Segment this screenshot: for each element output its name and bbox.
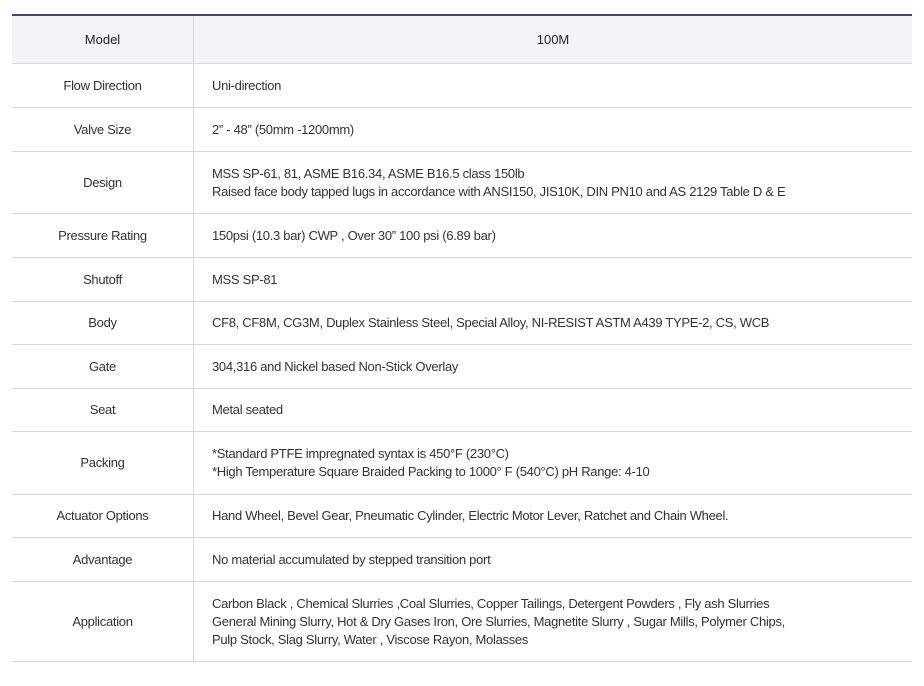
row-label: Body — [12, 302, 194, 345]
value-line: No material accumulated by stepped transition port — [212, 551, 491, 567]
value-line: CF8, CF8M, CG3M, Duplex Stainless Steel, Special Alloy, NI-RESIST ASTM A439 TYPE-2, CS, WCB — [212, 315, 770, 330]
row-label: Shutoff — [12, 258, 194, 302]
row-value — [194, 432, 913, 495]
row-actuator-options — [12, 495, 912, 538]
row-label: Actuator Options — [12, 495, 194, 538]
value-line: MSS SP-61, 81, ASME B16.34, ASME B16.5 class 150lb — [212, 165, 525, 181]
row-seat — [12, 389, 912, 432]
row-value — [194, 582, 913, 662]
row-pressure-rating — [12, 214, 912, 258]
value-line: Hand Wheel, Bevel Gear, Pneumatic Cylinder, Electric Motor Lever, Ratchet and Chain Wheel. — [212, 508, 729, 523]
value-line: Carbon Black , Chemical Slurries ,Coal Slurries, Copper Tailings, Detergent Powders , Fly ash Slurries — [212, 595, 770, 611]
value-line: *High Temperature Square Braided Packing to 1000° F (540°C) pH Range: 4-10 — [212, 464, 650, 479]
row-gate — [12, 345, 912, 389]
row-application — [12, 582, 912, 662]
row-valve-size — [12, 108, 912, 152]
row-value — [194, 302, 913, 345]
spec-table-container — [12, 14, 912, 662]
row-value — [194, 108, 913, 152]
value-line: 304,316 and Nickel based Non-Stick Overlay — [212, 358, 459, 374]
value-line: Uni-direction — [212, 77, 282, 93]
row-value — [194, 64, 913, 108]
header-row — [12, 15, 912, 64]
row-label: Gate — [12, 345, 194, 389]
value-line: Pulp Stock, Slag Slurry, Water , Viscose Rayon, Molasses — [212, 631, 529, 647]
header-model: Model — [12, 15, 194, 64]
row-packing — [12, 432, 912, 495]
value-line: Metal seated — [212, 402, 283, 417]
row-value — [194, 495, 913, 538]
row-label: Pressure Rating — [12, 214, 194, 258]
row-advantage — [12, 538, 912, 582]
row-value — [194, 152, 913, 214]
row-label: Design — [12, 152, 194, 214]
spec-table — [12, 14, 912, 662]
row-label: Advantage — [12, 538, 194, 582]
value-line: Raised face body tapped lugs in accordance with ANSI150, JIS10K, DIN PN10 and AS 2129 Table D & E — [212, 183, 786, 199]
row-value — [194, 345, 913, 389]
header-model-value: 100M — [194, 15, 913, 64]
value-line: 2” - 48” (50mm -1200mm) — [212, 121, 354, 137]
row-design — [12, 152, 912, 214]
row-value — [194, 258, 913, 302]
row-value — [194, 214, 913, 258]
row-label: Flow Direction — [12, 64, 194, 108]
row-flow-direction — [12, 64, 912, 108]
row-shutoff — [12, 258, 912, 302]
row-value — [194, 389, 913, 432]
row-label: Application — [12, 582, 194, 662]
row-body — [12, 302, 912, 345]
value-line: 150psi (10.3 bar) CWP , Over 30” 100 psi (6.89 bar) — [212, 227, 496, 243]
value-line: General Mining Slurry, Hot & Dry Gases Iron, Ore Slurries, Magnetite Slurry , Sugar Mills, Polymer Chips, — [212, 613, 785, 629]
row-label: Seat — [12, 389, 194, 432]
row-label: Valve Size — [12, 108, 194, 152]
value-line: *Standard PTFE impregnated syntax is 450°F (230°C) — [212, 446, 509, 461]
row-value — [194, 538, 913, 582]
row-label: Packing — [12, 432, 194, 495]
value-line: MSS SP-81 — [212, 271, 278, 287]
